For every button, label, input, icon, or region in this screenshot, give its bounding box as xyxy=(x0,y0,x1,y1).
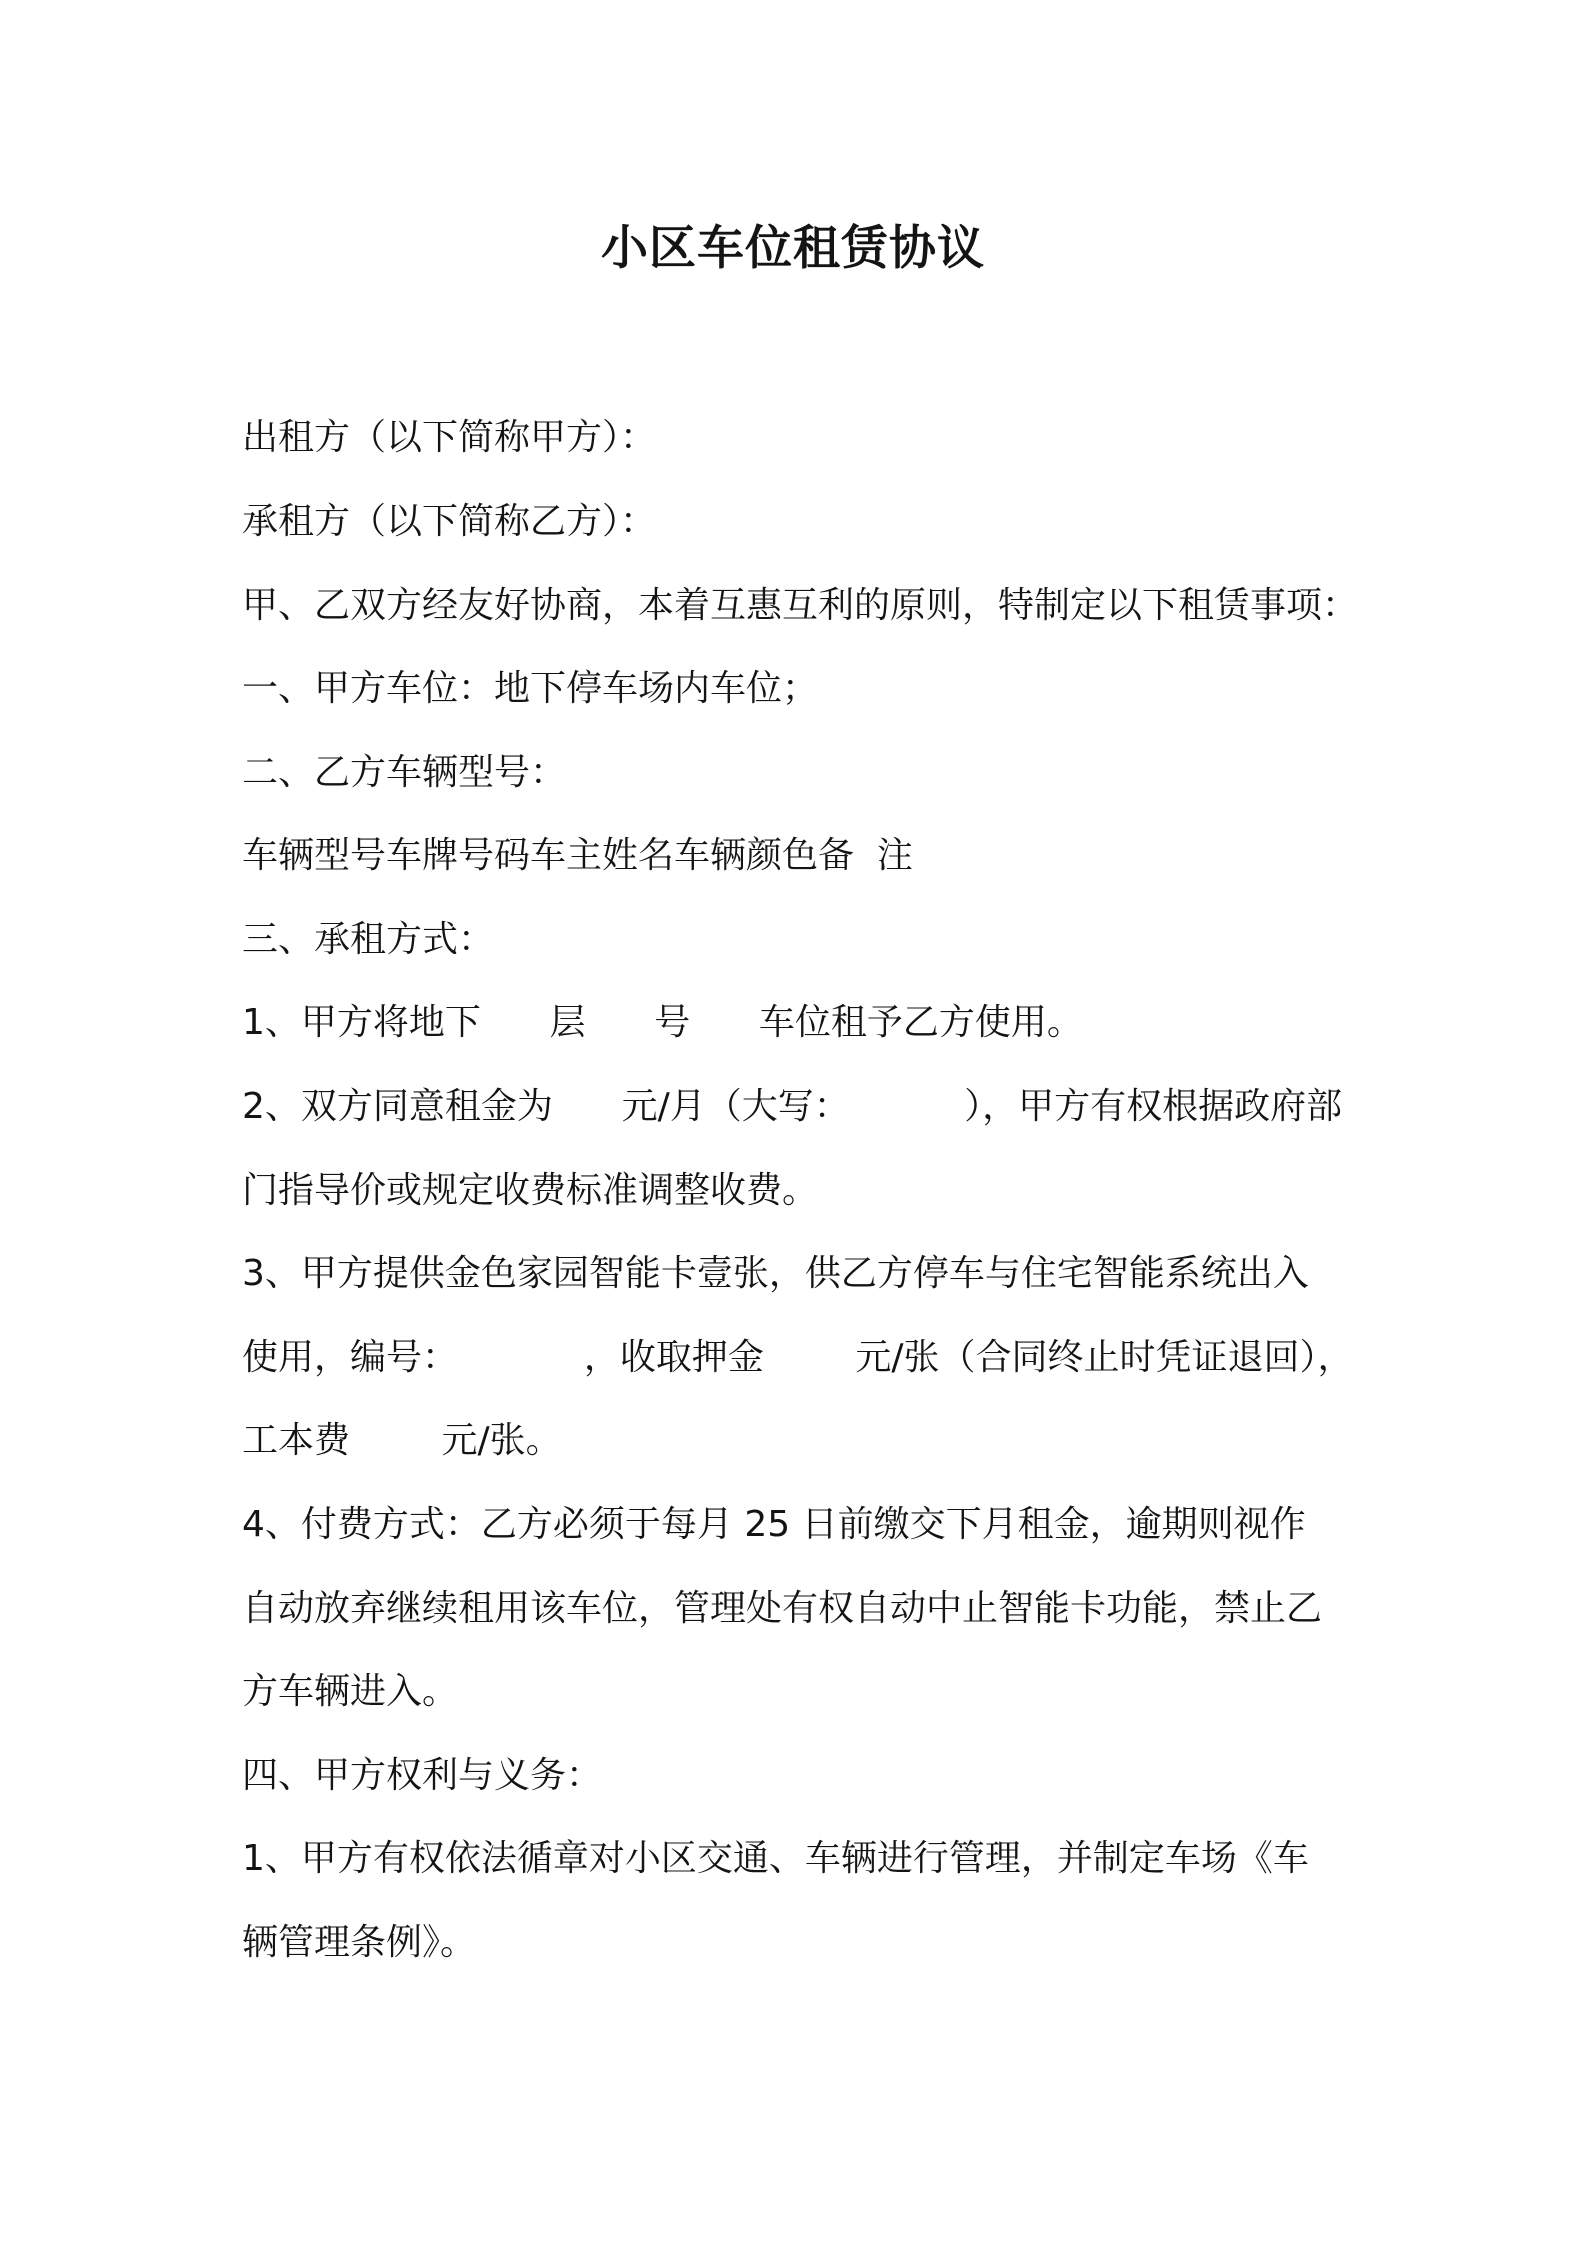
lease-item-1: 1、甲方将地下 层 号 车位租予乙方使用。 xyxy=(242,1002,1083,1043)
lessor-line: 出租方（以下简称甲方）： xyxy=(242,417,657,458)
document-title: 小区车位租赁协议 xyxy=(601,221,985,276)
lease-item-4-cont: 自动放弃继续租用该车位，管理处有权自动中止智能卡功能，禁止乙 xyxy=(242,1588,1323,1629)
clause-3-lease-method: 三、承租方式： xyxy=(242,919,495,960)
clause-1-parking-space: 一、甲方车位：地下停车场内车位； xyxy=(242,668,819,709)
lease-item-3-cont: 使用，编号： ，收取押金 元/张（合同终止时凭证退回）， xyxy=(242,1337,1354,1378)
clause-4-party-a-rights: 四、甲方权利与义务： xyxy=(242,1755,603,1796)
clause-2-vehicle-model: 二、乙方车辆型号： xyxy=(242,752,567,793)
rights-item-1: 1、甲方有权依法循章对小区交通、车辆进行管理，并制定车场《车 xyxy=(242,1838,1309,1879)
lease-item-2: 2、双方同意租金为 元/月（大写： ），甲方有权根据政府部 xyxy=(242,1086,1343,1127)
lease-item-3-fee: 工本费 元/张。 xyxy=(242,1420,562,1461)
vehicle-table-header: 车辆型号车牌号码车主姓名车辆颜色备 注 xyxy=(242,835,913,876)
lease-item-4-end: 方车辆进入。 xyxy=(242,1671,459,1712)
preamble-line: 甲、乙双方经友好协商，本着互惠互利的原则，特制定以下租赁事项： xyxy=(242,585,1359,626)
lease-item-4: 4、付费方式：乙方必须于每月 25 日前缴交下月租金，逾期则视作 xyxy=(242,1504,1306,1545)
lessee-line: 承租方（以下简称乙方）： xyxy=(242,501,657,542)
lease-item-2-cont: 门指导价或规定收费标准调整收费。 xyxy=(242,1170,819,1211)
rights-item-1-cont: 辆管理条例》。 xyxy=(242,1922,477,1963)
lease-item-3: 3、甲方提供金色家园智能卡壹张，供乙方停车与住宅智能系统出入 xyxy=(242,1253,1309,1294)
